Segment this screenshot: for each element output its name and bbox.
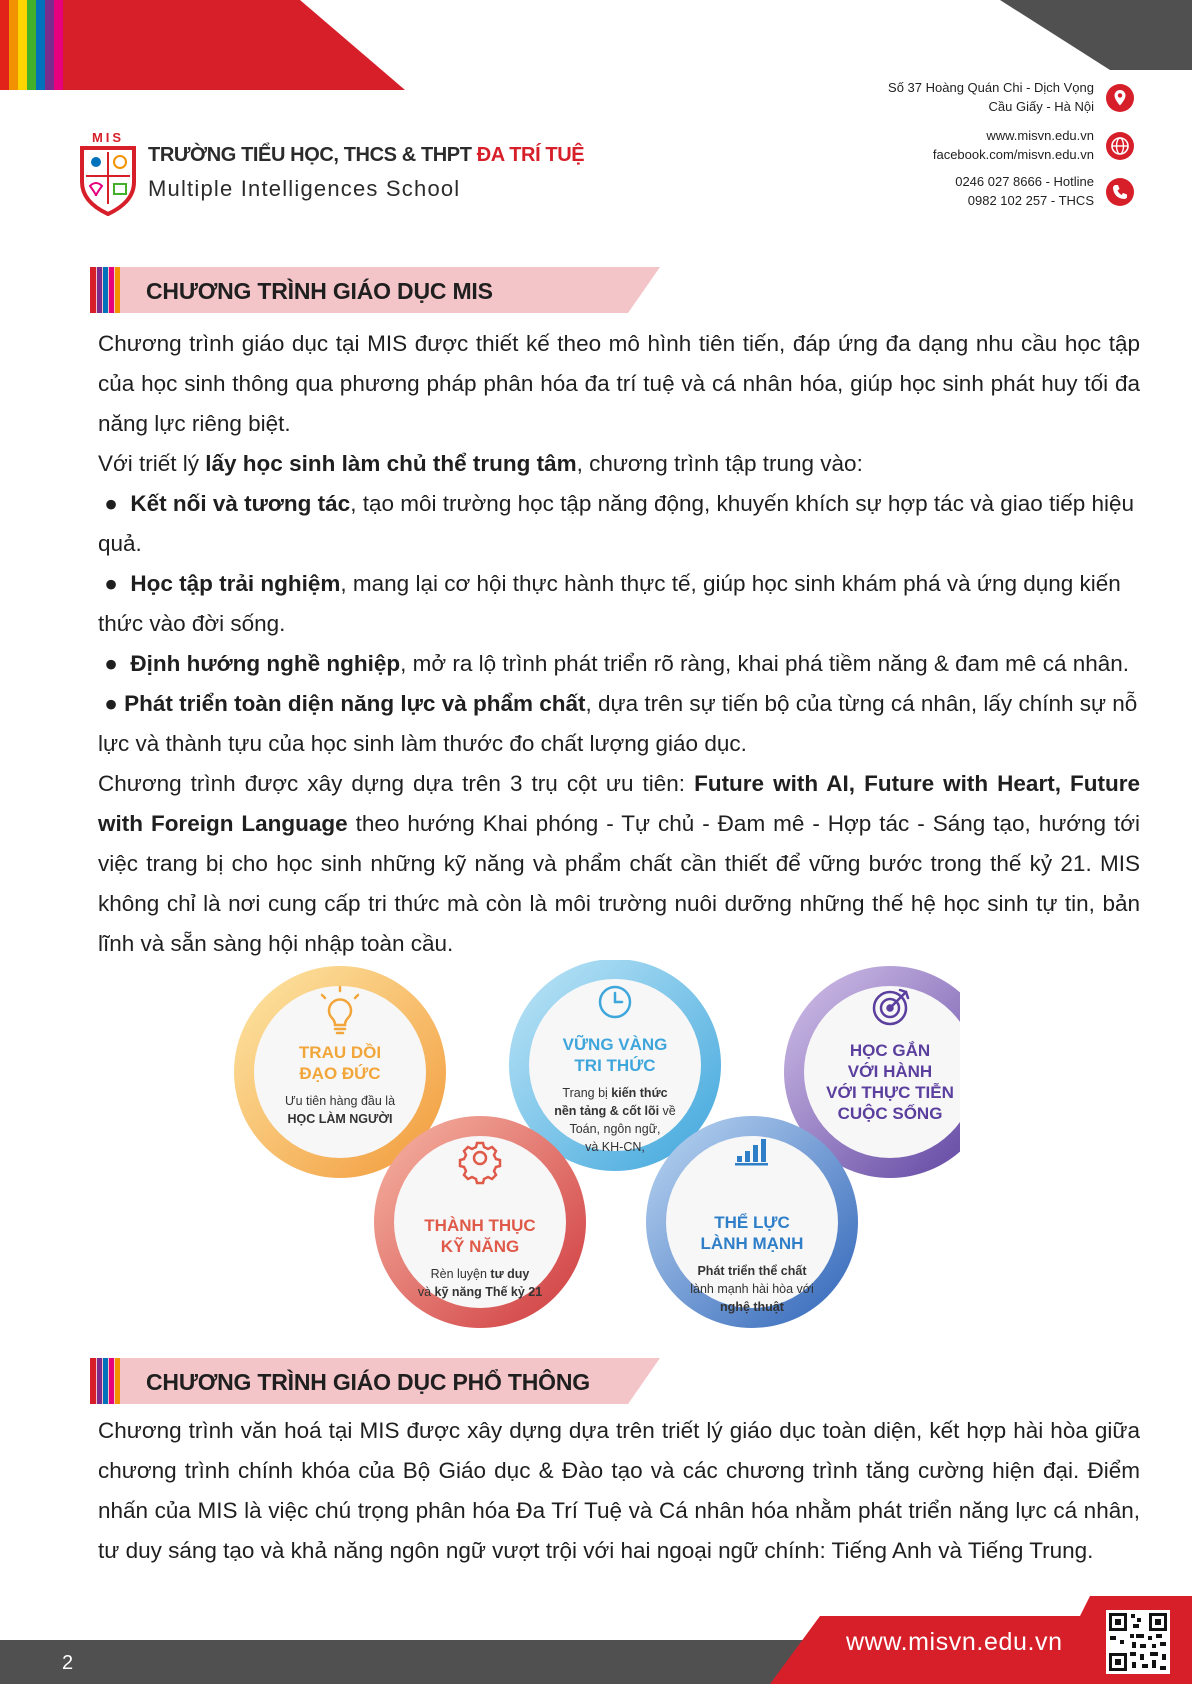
- footer-website-link[interactable]: www.misvn.edu.vn: [846, 1628, 1063, 1656]
- education-pillars-infographic: [230, 960, 960, 1330]
- general-program-paragraph: Chương trình văn hoá tại MIS được xây dựng dựa trên triết lý giáo dục toàn diện, kết hợp hài hòa giữa chương trình chính khóa của Bộ Giáo dục & Đào tạo và các chương trình tăng cường hiện đại. Điểm nhấn của MIS là việc chú trọng phân hóa Đa Trí Tuệ và Cá nhân hóa nhằm phát triển năng lực cá nhân, tư duy sáng tạo và khả năng ngôn ngữ vượt trội với hai ngoại ngữ chính: Tiếng Anh và Tiếng Trung.: [98, 1418, 1140, 1563]
- contact-address: Số 37 Hoàng Quán Chi - Dịch Vọng Cầu Giấy - Hà Nội: [888, 80, 1094, 114]
- section-header-general-program: [90, 1358, 660, 1404]
- bullet-item: ● Phát triển toàn diện năng lực và phẩm chất, dựa trên sự tiến bộ của từng cá nhân, lấy chính sự nỗ lực và thành tựu của học sinh làm thước đo chất lượng giáo dục.: [98, 691, 1138, 756]
- pillars-paragraph: Chương trình được xây dựng dựa trên 3 trụ cột ưu tiên: Future with AI, Future with Heart, Future with Foreign Language theo hướng Khai phóng - Tự chủ - Đam mê - Hợp tác - Sáng tạo, hướng tới việc trang bị cho học sinh những kỹ năng và phẩm chất cần thiết để vững bước trong thế kỷ 21. MIS không chỉ là nơi cung cấp tri thức mà còn là môi trường nuôi dưỡng những thế hệ học sinh tự tin, bản lĩnh và sẵn sàng hội nhập toàn cầu.: [98, 771, 1141, 956]
- bullet-dot: ●: [104, 571, 118, 596]
- contact-phone: [955, 172, 1094, 210]
- section-title: CHƯƠNG TRÌNH GIÁO DỤC MIS: [146, 278, 493, 304]
- philosophy-paragraph: Với triết lý lấy học sinh làm chủ thể trung tâm, chương trình tập trung vào:: [98, 451, 863, 476]
- location-pin-icon: [1105, 83, 1135, 113]
- pillar-health: THỂ LỰC LÀNH MẠNH Phát triển thể chất lành mạnh hài hòa với nghệ thuật: [690, 1213, 814, 1314]
- pillar-knowledge: VỮNG VÀNG TRI THỨC Trang bị kiến thức nền tảng & cốt lõi về Toán, ngôn ngữ, và KH-CN,: [554, 1035, 676, 1154]
- hotline-phone[interactable]: 0246 027 8666 - Hotline: [955, 174, 1094, 189]
- bullet-dot: ●: [104, 651, 118, 676]
- section-title: CHƯƠNG TRÌNH GIÁO DỤC PHỔ THÔNG: [146, 1369, 590, 1395]
- page-number: 2: [62, 1652, 74, 1674]
- svg-text:MIS: MIS: [91, 130, 125, 145]
- intro-paragraph: Chương trình giáo dục tại MIS được thiết kế theo mô hình tiên tiến, đáp ứng đa dạng nhu cầu học tập của học sinh thông qua phương pháp phân hóa đa trí tuệ và cá nhân hóa, giúp học sinh phát huy tối đa năng lực riêng biệt.: [98, 331, 1140, 436]
- thcs-phone[interactable]: 0982 102 257 - THCS: [967, 193, 1094, 208]
- section-header-mis-program: [90, 267, 660, 313]
- bullet-dot: ●: [104, 691, 118, 716]
- bullet-item: ● Định hướng nghề nghiệp, mở ra lộ trình phát triển rõ ràng, khai phá tiềm năng & đam mê cá nhân.: [104, 651, 1130, 676]
- globe-icon: [1105, 131, 1135, 161]
- pillar-skills: THÀNH THỤC KỸ NĂNG Rèn luyện tư duy và kỹ năng Thế kỷ 21: [417, 1216, 543, 1299]
- website-link[interactable]: www.misvn.edu.vn: [986, 128, 1094, 143]
- pillar-ethics: TRAU DỒI ĐẠO ĐỨC Ưu tiên hàng đầu là HỌC LÀM NGƯỜI: [284, 1043, 396, 1126]
- school-logo: [78, 130, 585, 220]
- pillar-practice: HỌC GẮN VỚI HÀNH VỚI THỰC TIỄN CUỘC SỐNG: [826, 1041, 954, 1123]
- school-name-english: Multiple Intelligences School: [148, 176, 461, 201]
- qr-code-icon: [1106, 1610, 1170, 1674]
- phone-icon: [1105, 177, 1135, 207]
- bullet-dot: ●: [104, 491, 118, 516]
- mis-shield-logo: [78, 130, 138, 216]
- school-name: TRƯỜNG TIỂU HỌC, THCS & THPT ĐA TRÍ TUỆ: [148, 144, 585, 166]
- bullet-item: ● Học tập trải nghiệm, mang lại cơ hội thực hành thực tế, giúp học sinh khám phá và ứng dụng kiến thức vào đời sống.: [98, 571, 1121, 636]
- facebook-link[interactable]: facebook.com/misvn.edu.vn: [932, 147, 1094, 162]
- bullet-item: ● Kết nối và tương tác, tạo môi trường học tập năng động, khuyến khích sự hợp tác và giao tiếp hiệu quả.: [98, 491, 1135, 556]
- contact-web: [933, 126, 1094, 164]
